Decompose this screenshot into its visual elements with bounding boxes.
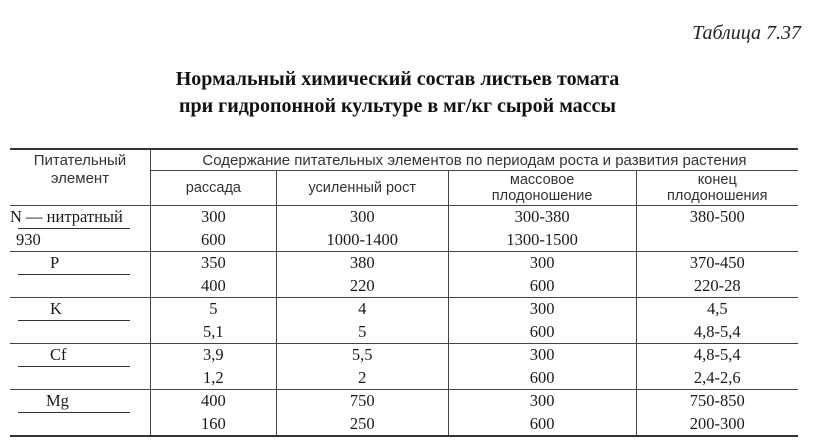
value-cell: 600	[448, 275, 636, 298]
period-header	[150, 171, 276, 206]
table-title	[0, 66, 795, 120]
value-cell: 1000-1400	[276, 229, 448, 252]
value-cell: 380-500	[636, 206, 798, 229]
value-cell: 4,8-5,4	[636, 321, 798, 344]
table-row	[10, 275, 798, 298]
value-cell: 5,5	[276, 344, 448, 367]
value-cell: 160	[150, 413, 276, 437]
period-header-line: рассада	[185, 180, 241, 196]
title-line-2: при гидропонной культуре в мг/кг сырой массы	[178, 95, 617, 117]
value-cell: 300	[448, 390, 636, 413]
value-cell: 5	[276, 321, 448, 344]
element-column-header	[10, 149, 150, 206]
period-header	[276, 171, 448, 206]
period-header-line: конец	[697, 172, 737, 188]
element-cell	[10, 229, 150, 252]
value-cell: 750	[276, 390, 448, 413]
value-cell: 400	[150, 390, 276, 413]
period-header-line: плодоношение	[491, 188, 593, 204]
value-cell: 220	[276, 275, 448, 298]
value-cell: 5	[150, 298, 276, 321]
value-cell: 300	[276, 206, 448, 229]
table-number-label: Таблица 7.37	[692, 22, 801, 44]
element-cell	[10, 206, 150, 229]
element-header-line-1: Питательный	[33, 152, 127, 169]
value-cell: 600	[448, 321, 636, 344]
value-cell: 1,2	[150, 367, 276, 390]
period-header-line: плодоношения	[667, 188, 768, 204]
table-body	[10, 206, 798, 437]
nutrient-table	[10, 148, 798, 437]
group-header: Содержание питательных элементов по периодам роста и развития растения	[150, 149, 798, 171]
value-cell: 4	[276, 298, 448, 321]
value-cell: 5,1	[150, 321, 276, 344]
element-cell	[10, 298, 150, 321]
value-cell: 300	[448, 298, 636, 321]
element-name: N — нитратный	[10, 207, 123, 227]
value-cell: 1300-1500	[448, 229, 636, 252]
period-header	[636, 171, 798, 206]
period-header-line: массовое	[509, 172, 575, 188]
value-cell: 350	[150, 252, 276, 275]
value-cell: 600	[448, 413, 636, 437]
value-cell: 220-28	[636, 275, 798, 298]
table-row	[10, 413, 798, 437]
table-row	[10, 252, 798, 275]
value-cell: 750-850	[636, 390, 798, 413]
element-name: K	[50, 299, 62, 319]
element-name: Mg	[46, 391, 69, 411]
value-cell: 300	[150, 206, 276, 229]
value-cell: 300	[448, 344, 636, 367]
value-cell: 600	[448, 367, 636, 390]
value-cell: 300	[448, 252, 636, 275]
element-cell	[10, 252, 150, 275]
element-header-line-2: элемент	[50, 170, 110, 187]
title-line-1: Нормальный химический состав листьев томата	[175, 68, 620, 90]
value-cell: 4,5	[636, 298, 798, 321]
value-cell: 370-450	[636, 252, 798, 275]
value-cell: 200-300	[636, 413, 798, 437]
value-cell: 380	[276, 252, 448, 275]
element-cell	[10, 390, 150, 413]
table-row	[10, 206, 798, 229]
period-header	[448, 171, 636, 206]
element-name: 930	[16, 229, 41, 249]
element-cell	[10, 275, 150, 298]
table-row	[10, 390, 798, 413]
element-cell	[10, 344, 150, 367]
value-cell: 400	[150, 275, 276, 298]
element-cell	[10, 321, 150, 344]
table-row	[10, 229, 798, 252]
value-cell: 3,9	[150, 344, 276, 367]
element-name: P	[50, 253, 60, 273]
table-row	[10, 298, 798, 321]
element-name: Cf	[50, 345, 67, 365]
table-row	[10, 344, 798, 367]
period-header-line: усиленный рост	[308, 180, 417, 196]
value-cell: 300-380	[448, 206, 636, 229]
value-cell: 2,4-2,6	[636, 367, 798, 390]
value-cell: 250	[276, 413, 448, 437]
value-cell: 2	[276, 367, 448, 390]
value-cell	[636, 229, 798, 252]
table-row	[10, 367, 798, 390]
table-row	[10, 321, 798, 344]
element-cell	[10, 413, 150, 437]
value-cell: 4,8-5,4	[636, 344, 798, 367]
element-cell	[10, 367, 150, 390]
value-cell: 600	[150, 229, 276, 252]
